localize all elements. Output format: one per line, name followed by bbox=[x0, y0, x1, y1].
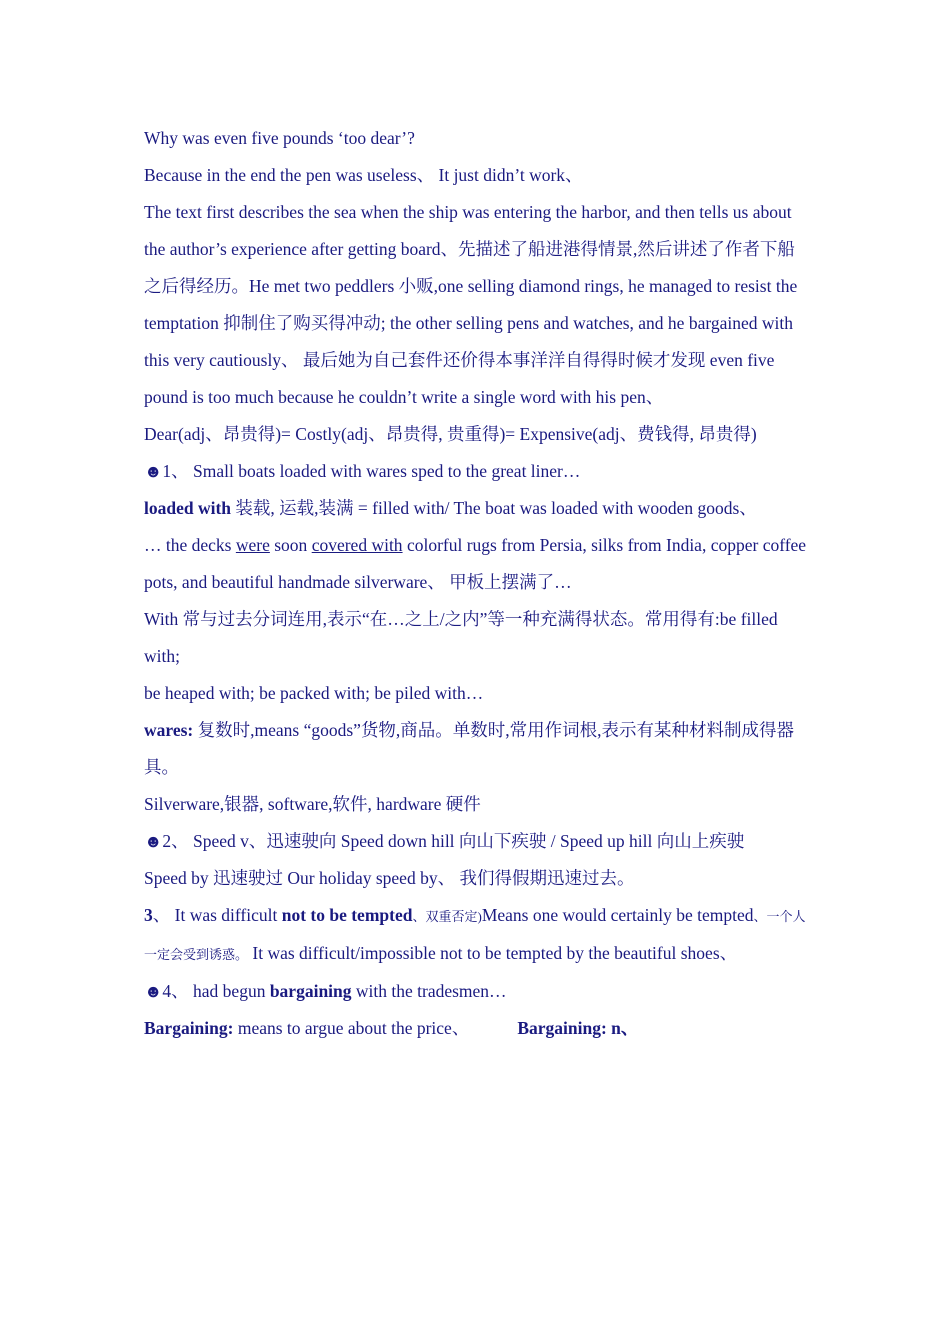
paragraph-with-usage: With 常与过去分词连用,表示“在…之上/之内”等一种充满得状态。常用得有:be filled with; bbox=[144, 609, 778, 666]
wares-explanation: 复数时,means “goods”货物,商品。单数时,常用作词根,表示有某种材料制成得器具。 bbox=[144, 720, 795, 777]
term-loaded-with: loaded with bbox=[144, 498, 232, 518]
paragraph-point-2: ☻2、 Speed v、迅速驶向 Speed down hill 向山下疾驶 / Speed up hill 向山上疾驶 bbox=[144, 831, 745, 851]
term-wares: wares: bbox=[144, 720, 194, 740]
paragraph-dear-synonyms: Dear(adj、昂贵得)= Costly(adj、昂贵得, 贵重得)= Expensive(adj、费钱得, 昂贵得) bbox=[144, 424, 757, 444]
underlined-covered-with: covered with bbox=[311, 535, 403, 555]
paragraph-question: Why was even five pounds ‘too dear’? bbox=[144, 128, 415, 148]
paragraph-loaded-with bbox=[144, 490, 810, 527]
paragraph-point-1: ☻1、 Small boats loaded with wares sped to the great liner… bbox=[144, 461, 581, 481]
point-4-text-c: with the tradesmen… bbox=[351, 981, 507, 1001]
paragraph-with-examples: be heaped with; be packed with; be piled with… bbox=[144, 683, 484, 703]
point-4-text-a: ☻4、 had begun bbox=[144, 981, 270, 1001]
bargaining-definition-text: means to argue about the price、 bbox=[233, 1018, 470, 1038]
point-3-text-a: 、 It was difficult bbox=[152, 905, 282, 925]
point-3-text-d: It was difficult/impossible not to be tempted by the beautiful shoes、 bbox=[248, 943, 738, 963]
underlined-were: were bbox=[235, 535, 270, 555]
paragraph-wares bbox=[144, 712, 810, 786]
paragraph-answer: Because in the end the pen was useless、 It just didn’t work、 bbox=[144, 165, 583, 185]
tempted-translation: 、一个人一定会受到诱惑。 bbox=[144, 909, 806, 962]
paragraph-point-3 bbox=[144, 897, 810, 973]
paragraph-decks-example bbox=[144, 527, 810, 601]
term-bargaining-noun: Bargaining: n、 bbox=[517, 1018, 639, 1038]
loaded-with-explanation: 装载, 运载,装满 = filled with/ The boat was loaded with wooden goods、 bbox=[231, 498, 757, 518]
document-body bbox=[144, 120, 810, 1047]
paragraph-summary: The text first describes the sea when the ship was entering the harbor, and then tells us about the author’s experience after getting board、先描述了船进港得情景,然后讲述了作者下船之后得经历。He met two peddlers 小贩,one selling diamond rings, he managed to resist the temptation 抑制住了购买得冲动; the other selling pens and watches, and he bargained with this very cautiously、 最后她为自己套件还价得本事洋洋自得得时候才发现 even five pound is too much because he couldn’t write a single word with his pen、 bbox=[144, 202, 798, 407]
decks-text-a: … the decks bbox=[144, 535, 236, 555]
decks-text-b: soon bbox=[269, 535, 312, 555]
point-3-text-c: Means one would certainly be tempted bbox=[481, 905, 754, 925]
paragraph-point-4 bbox=[144, 973, 810, 1010]
double-negative-note: 、双重否定) bbox=[412, 909, 482, 924]
point-3-number: 3 bbox=[144, 905, 153, 925]
term-not-to-be-tempted: not to be tempted bbox=[281, 905, 413, 925]
term-bargaining: bargaining bbox=[269, 981, 352, 1001]
paragraph-speed-by: Speed by 迅速驶过 Our holiday speed by、 我们得假期迅速过去。 bbox=[144, 868, 635, 888]
paragraph-ware-words: Silverware,银器, software,软件, hardware 硬件 bbox=[144, 794, 481, 814]
paragraph-bargaining-definition bbox=[144, 1010, 810, 1047]
decks-text-c: colorful rugs from Persia, silks from India, copper coffee pots, and beautiful handmade silverware、 甲板上摆满了… bbox=[144, 535, 807, 592]
term-bargaining-def: Bargaining: bbox=[144, 1018, 234, 1038]
